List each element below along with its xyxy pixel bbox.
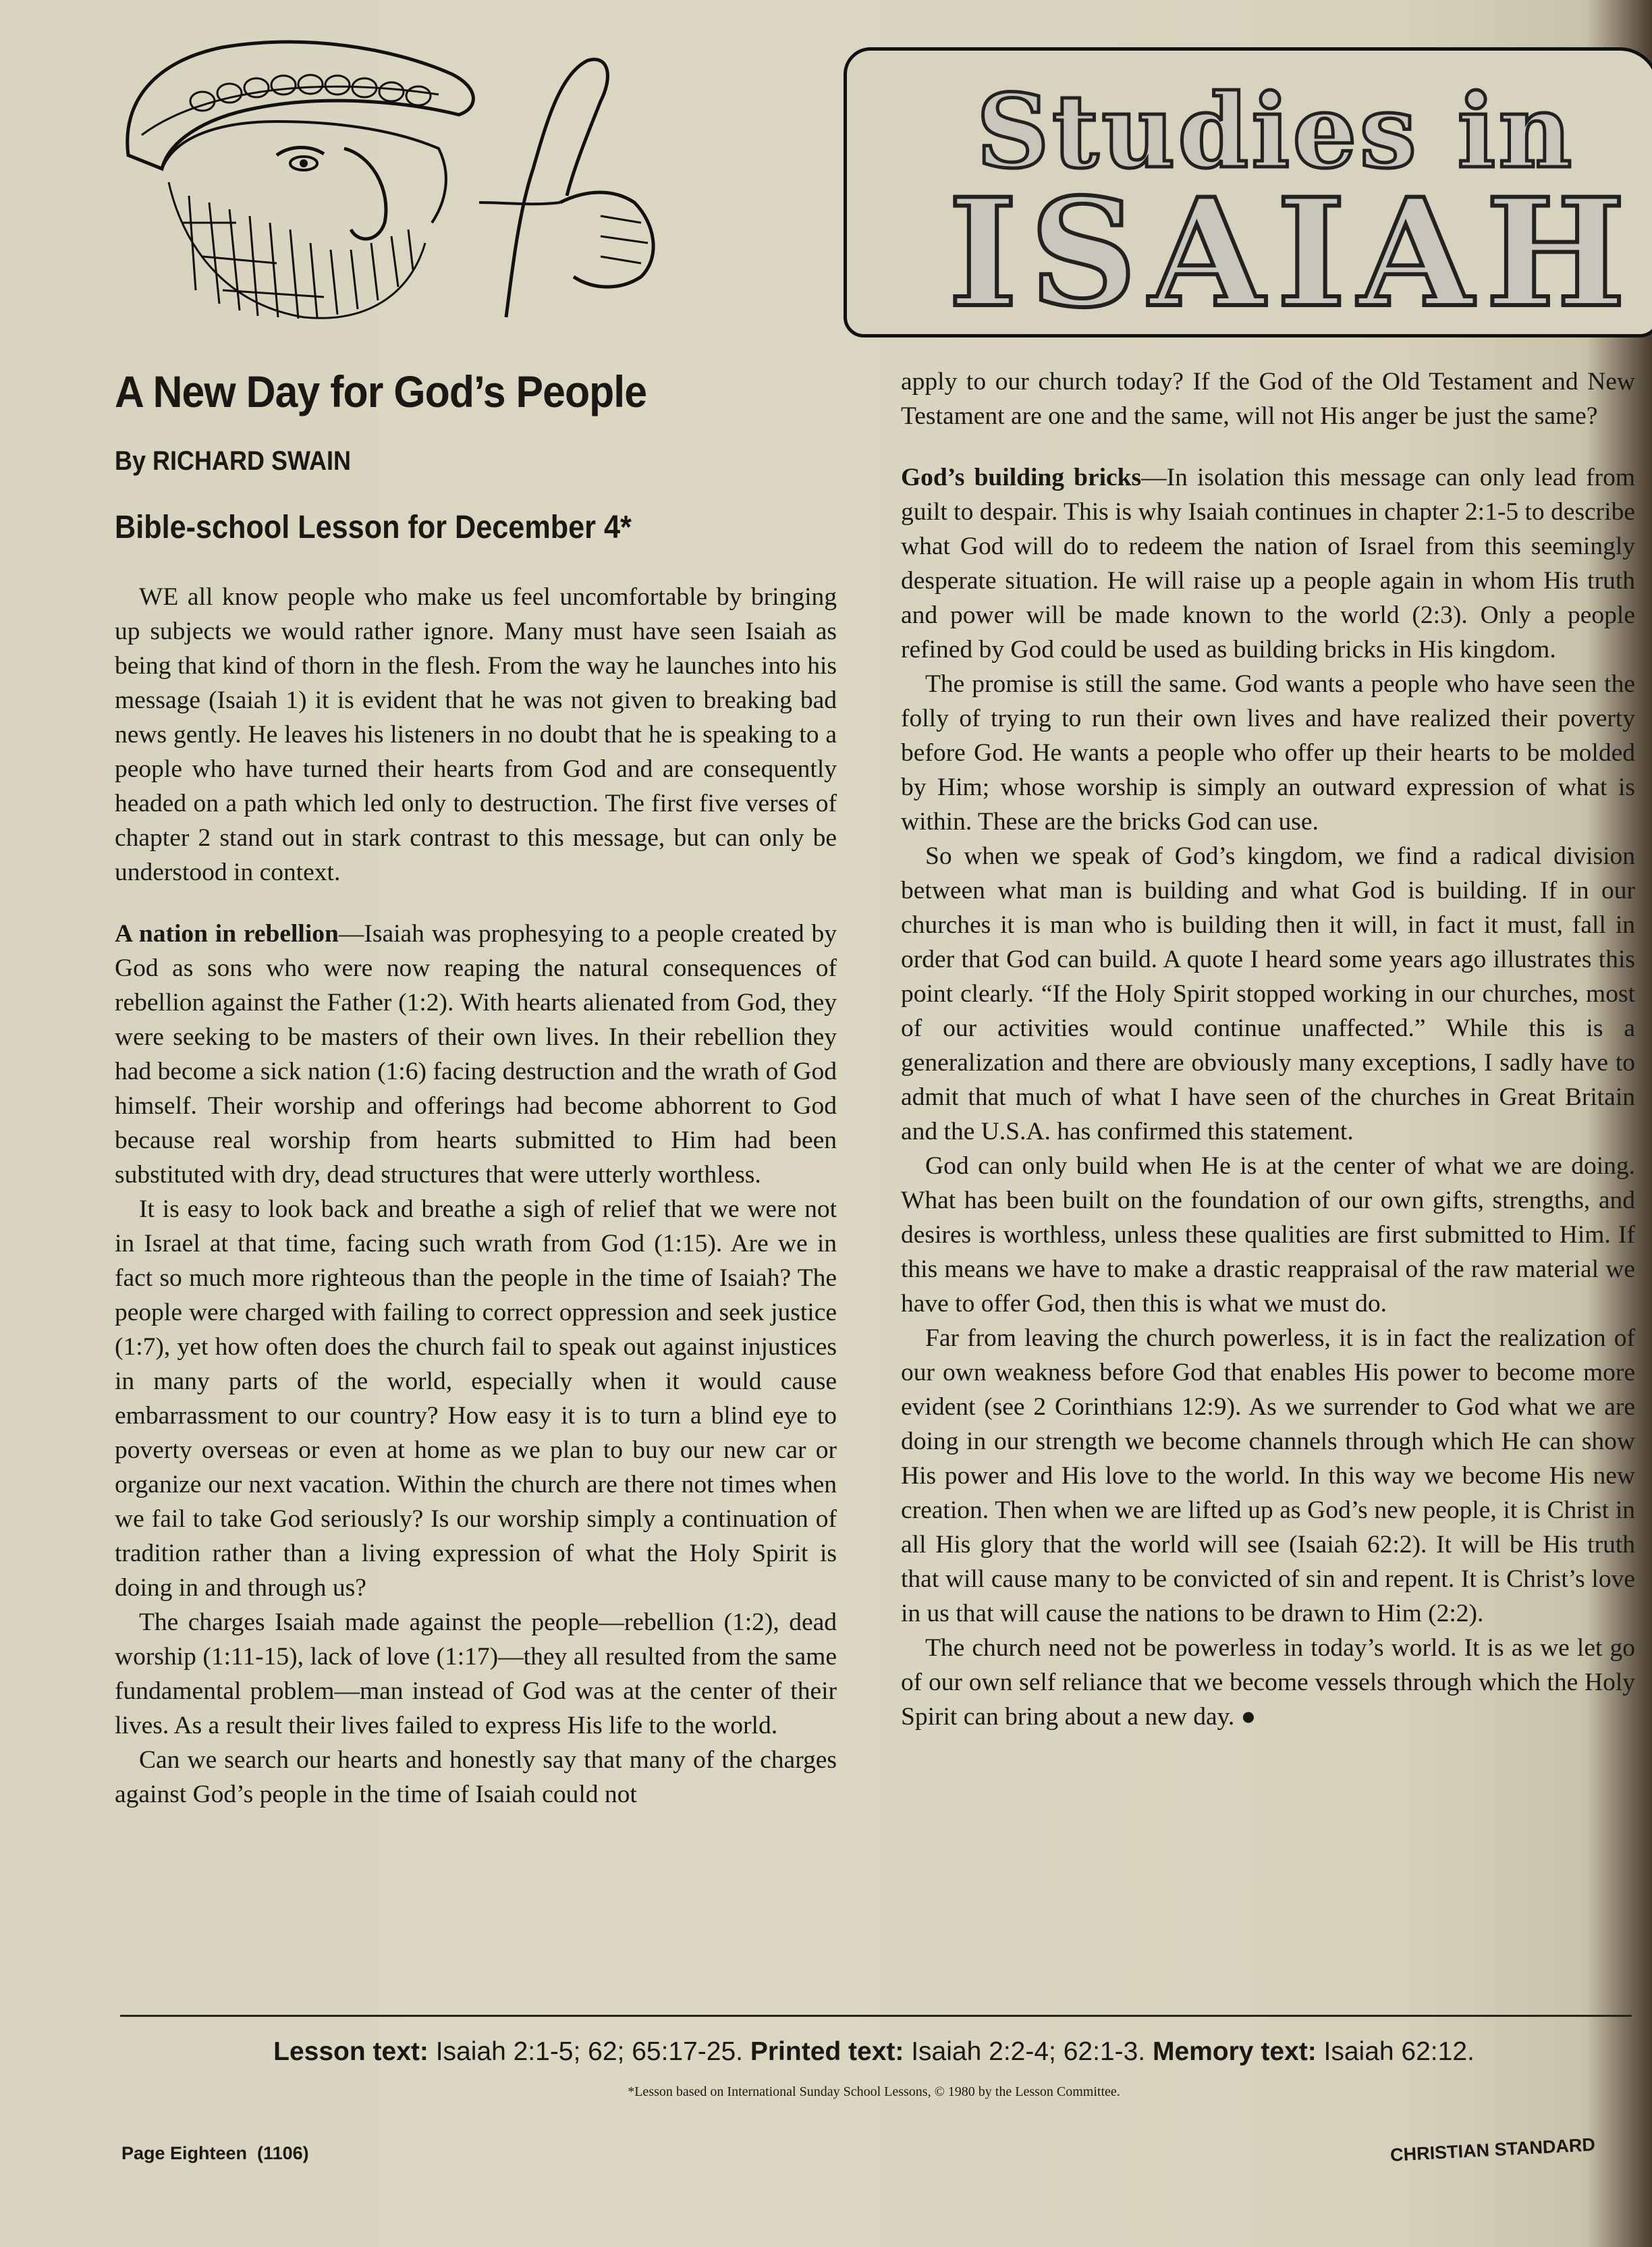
lesson-text-label: Lesson text: bbox=[273, 2037, 429, 2066]
paragraph: WE all know people who make us feel uncomfortable by bringing up subjects we would rather ignore. Many must have seen Isaiah as being that kind of thorn in the flesh. From the way he launches into his message (Isaiah 1) it is evident that he was not given to breaking bad news gently. He leaves his listeners in no doubt that he is speaking to a people who have turned their hearts from God and are consequently headed on a path which led only to destruction. The first five verses of chapter 2 stand out in stark contrast to this message, but can only be understood in context. bbox=[115, 583, 837, 886]
publication-name: CHRISTIAN STANDARD bbox=[1389, 2134, 1596, 2165]
prophet-illustration bbox=[101, 20, 844, 337]
paragraph: apply to our church today? If the God of the Old Testament and New Testament are one and the same, will not His anger be just the same? bbox=[901, 368, 1635, 430]
footer-divider bbox=[120, 2015, 1632, 2017]
right-column bbox=[901, 364, 1635, 1734]
banner-line-studies-in: Studies in bbox=[976, 72, 1575, 191]
banner-line-isaiah: ISAIAH bbox=[948, 165, 1638, 340]
printed-text-label: Printed text: bbox=[750, 2037, 904, 2066]
section-heading: A nation in rebellion bbox=[115, 920, 339, 948]
article-title: A New Day for God’s People bbox=[115, 367, 647, 416]
memory-text-label: Memory text: bbox=[1152, 2037, 1317, 2066]
paragraph: A nation in rebellion—Isaiah was prophesying to a people created by God as sons who were now reaping the natural consequences of rebellion against the Father (1:2). With hearts alienated from God, they were seeking to be masters of their own lives. In their rebellion they had become a sick nation (1:6) facing destruction and the wrath of God himself. Their worship and offerings had become abhorrent to God because real worship from hearts submitted to Him had been substituted with dry, dead structures that were utterly worthless. bbox=[115, 920, 837, 1189]
header bbox=[101, 20, 1638, 344]
paragraph: The promise is still the same. God wants a people who have seen the folly of trying to run their own lives and have realized their poverty before God. He wants a people who offer up their hearts to be molded by Him; whose worship is simply an outward expression of what is within. These are the bricks God can use. bbox=[901, 670, 1635, 836]
article-subtitle: Bible-school Lesson for December 4* bbox=[115, 510, 632, 545]
section-heading: God’s building bricks bbox=[901, 464, 1142, 491]
paragraph: God can only build when He is at the center of what we are doing. What has been built on the foundation of our own gifts, strengths, and desires is worthless, unless these qualities are first submitted to Him. If this means we have to make a drastic reappraisal of the raw material we have to offer God, then this is what we must do. bbox=[901, 1152, 1635, 1318]
paragraph: The church need not be powerless in today’s world. It is as we let go of our own self reliance that we become vessels through which the Holy Spirit can bring about a new day. ● bbox=[901, 1634, 1635, 1731]
paragraph: The charges Isaiah made against the people—rebellion (1:2), dead worship (1:11-15), lack of love (1:17)—they all resulted from the same fundamental problem—man instead of God was at the center of their lives. As a result their lives failed to express His life to the world. bbox=[115, 1608, 837, 1739]
lesson-references bbox=[115, 2035, 1633, 2069]
paragraph: So when we speak of God’s kingdom, we find a radical division between what man is building and what God is building. If in our churches it is man who is building then it will, in fact it must, fall in order that God can build. A quote I heard some years ago illustrates this point clearly. “If the Holy Spirit stopped working in our churches, most of our activities would continue unaffected.” While this is a generalization and there are obviously many exceptions, I sadly have to admit that much of what I have seen of the churches in Great Britain and the U.S.A. has confirmed this statement. bbox=[901, 842, 1635, 1145]
memory-text-value: Isaiah 62:12. bbox=[1316, 2037, 1475, 2066]
paragraph: Can we search our hearts and honestly say that many of the charges against God’s people in the time of Isaiah could not bbox=[115, 1746, 837, 1808]
printed-text-value: Isaiah 2:2-4; 62:1-3. bbox=[904, 2037, 1153, 2066]
paragraph: God’s building bricks—In isolation this message can only lead from guilt to despair. This is why Isaiah continues in chapter 2:1-5 to describe what God will do to redeem the nation of Israel from this seemingly desperate situation. He will raise up a people again in whom His truth and power will be made known to the world (2:3). Only a people refined by God could be used as building bricks in His kingdom. bbox=[901, 464, 1635, 664]
lesson-text-value: Isaiah 2:1-5; 62; 65:17-25. bbox=[428, 2037, 750, 2066]
paragraph: It is easy to look back and breathe a sigh of relief that we were not in Israel at that time, facing such wrath from God (1:15). Are we in fact so much more righteous than the people in the time of Isaiah? The people were charged with failing to correct oppression and seek justice (1:7), yet how often does the church fail to speak out against injustices in many parts of the world, especially when it would cause embarrassment to our country? How easy it is to turn a blind eye to poverty overseas or even at home as we plan to buy our new car or organize our next vacation. Within the church are there not times when we fail to take God seriously? Is our worship simply a continuation of tradition rather than a living expression of what the Holy Spirit is doing in and through us? bbox=[115, 1195, 837, 1602]
title-banner bbox=[844, 47, 1652, 340]
article-byline: By RICHARD SWAIN bbox=[115, 446, 352, 476]
left-column bbox=[115, 361, 837, 1812]
copyright-note: *Lesson based on International Sunday School Lessons, © 1980 by the Lesson Committee. bbox=[628, 2084, 1120, 2099]
paragraph: Far from leaving the church powerless, it is in fact the realization of our own weakness before God that enables His power to become more evident (see 2 Corinthians 12:9). As we surrender to God what we are doing in our strength we become channels through which He can show His power and His love to the world. In this way we become His new creation. Then when we are lifted up as God’s new people, it is Christ in all His glory that the world will see (Isaiah 62:2). It will be His truth that will cause many to be convicted of sin and repent. It is Christ’s love in us that will cause the nations to be drawn to Him (2:2). bbox=[901, 1324, 1635, 1627]
page-number: Page Eighteen (1106) bbox=[121, 2143, 309, 2163]
